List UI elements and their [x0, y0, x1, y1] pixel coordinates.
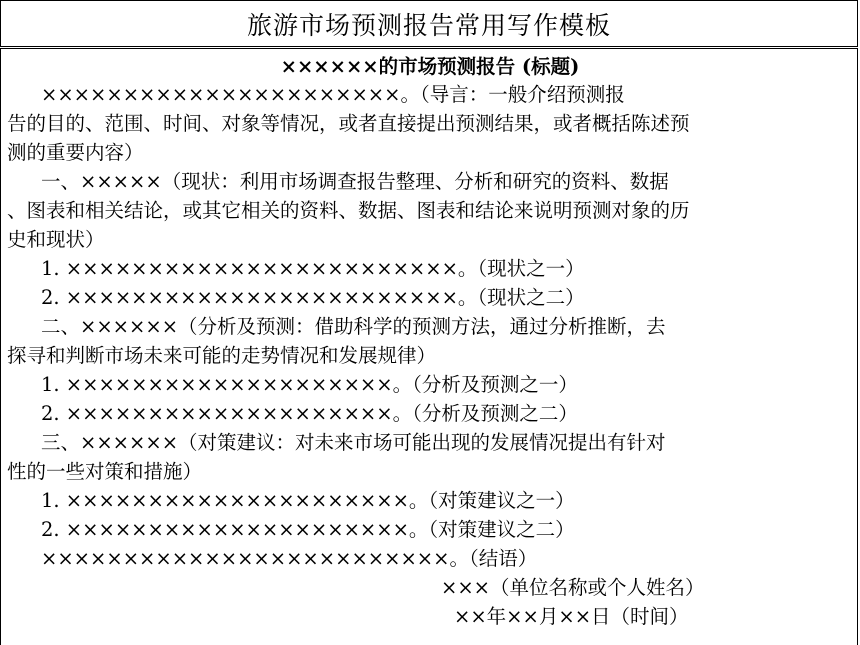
section-1-line-2: 、图表和相关结论，或其它相关的资料、数据、图表和结论来说明预测对象的历 — [7, 199, 690, 222]
section-3-line-2: 性的一些对策和措施） — [7, 460, 203, 483]
page-title: 旅游市场预测报告常用写作模板 — [246, 10, 611, 40]
section-3-item-2: 2. ×××××××××××××××××××××。（对策建议之二） — [41, 518, 575, 541]
section-2-line-2: 探寻和判断市场未来可能的走势情况和发展规律） — [7, 344, 437, 367]
date-line: ××年××月××日（时间） — [454, 605, 689, 628]
title-box — [0, 0, 858, 47]
section-1-item-2: 2. ××××××××××××××××××××××××。（现状之二） — [41, 286, 585, 309]
section-3-line-1: 三、××××××（对策建议：对未来市场可能出现的发展情况提出有针对 — [41, 431, 666, 454]
conclusion-line: ×××××××××××××××××××××××××。（结语） — [41, 547, 538, 570]
section-2-item-2: 2. ××××××××××××××××××××。（分析及预测之二） — [41, 402, 578, 425]
intro-line-1: ××××××××××××××××××××××。（导言：一般介绍预测报 — [41, 83, 625, 106]
signature-line: ×××（单位名称或个人姓名） — [441, 576, 705, 599]
template-body — [0, 48, 858, 645]
section-1-line-3: 史和现状） — [7, 228, 105, 251]
section-1-line-1: 一、×××××（现状：利用市场调查报告整理、分析和研究的资料、数据 — [41, 170, 669, 193]
section-2-item-1: 1. ××××××××××××××××××××。（分析及预测之一） — [41, 373, 578, 396]
section-2-line-1: 二、××××××（分析及预测：借助科学的预测方法，通过分析推断，去 — [41, 315, 666, 338]
intro-line-2: 告的目的、范围、时间、对象等情况，或者直接提出预测结果，或者概括陈述预 — [7, 112, 690, 135]
section-1-item-1: 1. ××××××××××××××××××××××××。（现状之一） — [41, 257, 585, 280]
intro-line-3: 测的重要内容） — [7, 141, 144, 164]
report-heading: ××××××的市场预测报告 (标题) — [280, 55, 580, 78]
section-3-item-1: 1. ×××××××××××××××××××××。（对策建议之一） — [41, 489, 575, 512]
